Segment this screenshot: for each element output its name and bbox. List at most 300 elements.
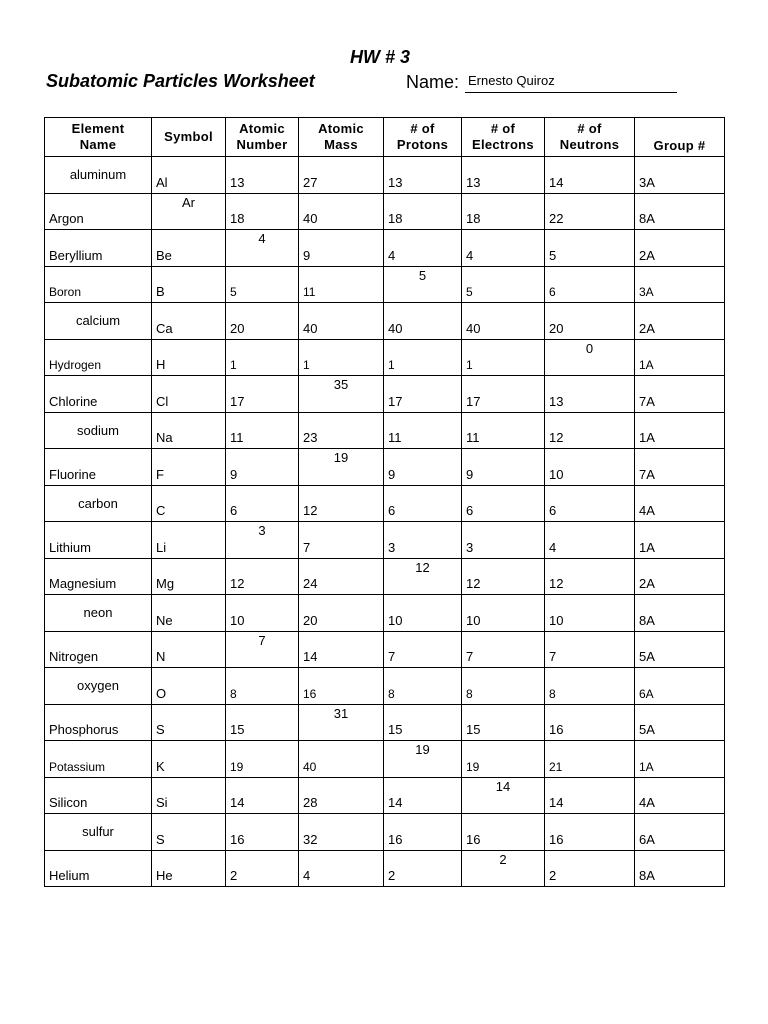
table-cell[interactable]: [299, 157, 384, 194]
cell-value: 6: [466, 503, 474, 518]
table-cell[interactable]: [152, 631, 226, 668]
cell-value: Na: [156, 430, 173, 445]
cell-value: 19: [466, 759, 480, 774]
table-cell[interactable]: [384, 777, 462, 814]
cell-value: H: [156, 357, 166, 372]
table-cell[interactable]: [45, 266, 152, 303]
table-cell[interactable]: [462, 741, 545, 778]
table-cell[interactable]: [462, 668, 545, 705]
table-cell[interactable]: [226, 522, 299, 559]
table-cell[interactable]: [299, 485, 384, 522]
table-cell[interactable]: [152, 230, 226, 267]
cell-value: 40: [303, 320, 318, 336]
cell-value: sulfur: [82, 824, 114, 839]
cell-value: 2: [549, 868, 557, 883]
table-cell[interactable]: [299, 814, 384, 851]
cell-value: Fluorine: [49, 466, 96, 482]
table-row: [45, 741, 725, 778]
table-cell[interactable]: [545, 668, 635, 705]
cell-value: 18: [466, 211, 481, 226]
cell-value: Magnesium: [49, 576, 117, 591]
cell-value: 5: [466, 285, 473, 299]
cell-value: Cl: [156, 393, 169, 409]
table-cell[interactable]: [299, 741, 384, 778]
cell-value: S: [156, 831, 165, 847]
table-cell[interactable]: [462, 449, 545, 486]
cell-value: 4: [258, 231, 266, 246]
table-cell[interactable]: [462, 412, 545, 449]
cell-value: Ne: [156, 612, 173, 628]
table-cell[interactable]: [45, 157, 152, 194]
student-name[interactable]: Ernesto Quiroz: [468, 73, 555, 88]
cell-value: 12: [466, 576, 481, 591]
cell-value: 16: [466, 831, 481, 847]
table-cell[interactable]: [226, 230, 299, 267]
cell-value: Li: [156, 539, 167, 555]
cell-value: 0: [585, 340, 594, 356]
cell-value: 13: [230, 174, 245, 190]
table-cell[interactable]: [226, 631, 299, 668]
table-cell[interactable]: [635, 412, 725, 449]
column-header-line1: Atomic: [318, 121, 364, 136]
cell-value: 14: [230, 795, 245, 810]
table-cell[interactable]: [45, 558, 152, 595]
table-cell[interactable]: [299, 230, 384, 267]
table-cell[interactable]: [152, 522, 226, 559]
table-cell[interactable]: [226, 741, 299, 778]
table-cell[interactable]: [545, 777, 635, 814]
cell-value: 9: [388, 466, 396, 482]
table-cell[interactable]: [226, 266, 299, 303]
cell-value: 11: [466, 430, 480, 445]
cell-value: Phosphorus: [49, 722, 119, 737]
cell-value: 8: [388, 686, 395, 701]
table-cell[interactable]: [462, 303, 545, 340]
table-cell[interactable]: [299, 522, 384, 559]
table-cell[interactable]: [226, 303, 299, 340]
cell-value: 8: [230, 686, 237, 701]
table-cell[interactable]: [384, 266, 462, 303]
cell-value: Beryllium: [49, 247, 103, 263]
table-cell[interactable]: [635, 631, 725, 668]
cell-value: 10: [388, 612, 403, 628]
cell-value: 17: [466, 393, 481, 409]
table-cell[interactable]: [226, 558, 299, 595]
cell-value: 15: [230, 722, 245, 737]
cell-value: 19: [230, 759, 244, 774]
table-cell[interactable]: [635, 230, 725, 267]
table-cell[interactable]: [152, 449, 226, 486]
cell-value: 3A: [639, 174, 655, 190]
table-cell[interactable]: [462, 814, 545, 851]
table-cell[interactable]: [226, 339, 299, 376]
column-header: [384, 118, 462, 157]
table-row: [45, 558, 725, 595]
table-cell[interactable]: [226, 704, 299, 741]
cell-value: 10: [549, 612, 564, 628]
cell-value: B: [156, 284, 165, 299]
table-cell[interactable]: [152, 595, 226, 632]
column-header-line1: # of: [490, 121, 516, 136]
table-cell[interactable]: [635, 376, 725, 413]
table-cell[interactable]: [545, 449, 635, 486]
table-row: [45, 814, 725, 851]
table-cell[interactable]: [462, 193, 545, 230]
cell-value: O: [156, 685, 167, 701]
column-header-line2: Number: [236, 137, 288, 152]
worksheet-title: Subatomic Particles Worksheet: [46, 71, 315, 91]
table-cell[interactable]: [299, 376, 384, 413]
table-cell[interactable]: [635, 522, 725, 559]
table-cell[interactable]: [635, 741, 725, 778]
table-cell[interactable]: [299, 193, 384, 230]
table-cell[interactable]: [45, 704, 152, 741]
table-cell[interactable]: [299, 704, 384, 741]
table-cell[interactable]: [384, 193, 462, 230]
table-row: [45, 193, 725, 230]
table-cell[interactable]: [384, 412, 462, 449]
table-cell[interactable]: [152, 339, 226, 376]
table-cell[interactable]: [226, 777, 299, 814]
cell-value: 20: [549, 320, 564, 336]
table-cell[interactable]: [152, 485, 226, 522]
table-cell[interactable]: [384, 339, 462, 376]
table-row: [45, 157, 725, 194]
table-cell[interactable]: [635, 193, 725, 230]
table-cell[interactable]: [462, 631, 545, 668]
cell-value: 7: [466, 649, 474, 664]
table-cell[interactable]: [635, 157, 725, 194]
table-cell[interactable]: [462, 157, 545, 194]
cell-value: 9: [230, 466, 238, 482]
cell-value: neon: [83, 605, 113, 620]
cell-value: 3: [258, 523, 266, 538]
table-cell[interactable]: [462, 376, 545, 413]
table-cell[interactable]: [384, 814, 462, 851]
table-cell[interactable]: [384, 485, 462, 522]
table-cell[interactable]: [299, 558, 384, 595]
cell-value: 1A: [639, 759, 654, 774]
table-cell[interactable]: [226, 595, 299, 632]
column-header-line2: Group #: [653, 138, 706, 153]
cell-value: 13: [388, 174, 403, 190]
table-cell[interactable]: [635, 485, 725, 522]
cell-value: 8A: [639, 612, 655, 628]
table-cell[interactable]: [384, 850, 462, 887]
table-cell[interactable]: [384, 595, 462, 632]
table-cell[interactable]: [384, 558, 462, 595]
table-cell[interactable]: [299, 339, 384, 376]
table-cell[interactable]: [299, 449, 384, 486]
cell-value: 40: [388, 320, 403, 336]
table-cell[interactable]: [635, 814, 725, 851]
cell-value: 13: [549, 393, 564, 409]
cell-value: aluminum: [69, 167, 127, 182]
cell-value: 12: [415, 559, 430, 575]
cell-value: Argon: [49, 211, 84, 226]
cell-value: calcium: [75, 313, 121, 328]
column-header: [299, 118, 384, 157]
table-cell[interactable]: [299, 668, 384, 705]
table-cell[interactable]: [545, 303, 635, 340]
table-cell[interactable]: [384, 449, 462, 486]
table-cell[interactable]: [299, 631, 384, 668]
table-row: [45, 230, 725, 267]
table-cell[interactable]: [299, 303, 384, 340]
column-header-line2: Neutrons: [559, 137, 620, 152]
table-cell[interactable]: [635, 266, 725, 303]
table-cell[interactable]: [545, 850, 635, 887]
table-cell[interactable]: [545, 412, 635, 449]
table-cell[interactable]: [545, 230, 635, 267]
cell-value: 2A: [639, 247, 655, 263]
cell-value: 4A: [639, 503, 655, 518]
cell-value: 1A: [639, 358, 654, 372]
cell-value: 15: [388, 722, 403, 737]
cell-value: F: [156, 466, 164, 482]
table-cell[interactable]: [45, 193, 152, 230]
cell-value: carbon: [78, 495, 118, 511]
table-header-row: [45, 118, 725, 157]
table-cell[interactable]: [45, 485, 152, 522]
cell-value: 6A: [639, 686, 654, 701]
table-cell[interactable]: [226, 668, 299, 705]
table-cell[interactable]: [462, 230, 545, 267]
name-underline: [465, 92, 677, 93]
table-cell[interactable]: [45, 814, 152, 851]
cell-value: 6: [549, 503, 557, 518]
table-cell[interactable]: [545, 595, 635, 632]
cell-value: 9: [466, 466, 474, 482]
table-cell[interactable]: [384, 631, 462, 668]
column-header-line1: # of: [577, 121, 602, 136]
table-cell[interactable]: [384, 704, 462, 741]
cell-value: 2A: [639, 576, 655, 591]
cell-value: 2: [388, 868, 396, 883]
table-row: [45, 704, 725, 741]
cell-value: 3: [388, 539, 396, 555]
table-cell[interactable]: [45, 449, 152, 486]
table-row: [45, 303, 725, 340]
table-cell[interactable]: [384, 376, 462, 413]
cell-value: 12: [230, 576, 245, 591]
table-cell[interactable]: [45, 412, 152, 449]
cell-value: 1A: [639, 430, 655, 445]
cell-value: 12: [303, 503, 318, 518]
cell-value: 13: [466, 174, 481, 190]
cell-value: 24: [303, 576, 318, 591]
cell-value: He: [156, 868, 173, 883]
column-header: [45, 118, 152, 157]
cell-value: 8: [549, 686, 556, 701]
table-cell[interactable]: [152, 741, 226, 778]
table-cell[interactable]: [635, 558, 725, 595]
table-cell[interactable]: [545, 266, 635, 303]
table-cell[interactable]: [462, 595, 545, 632]
table-cell[interactable]: [462, 558, 545, 595]
table-cell[interactable]: [462, 485, 545, 522]
table-cell[interactable]: [45, 522, 152, 559]
table-cell[interactable]: [384, 230, 462, 267]
cell-value: Silicon: [49, 795, 88, 810]
cell-value: 3A: [639, 285, 654, 299]
cell-value: Potassium: [49, 759, 106, 774]
table-cell[interactable]: [545, 485, 635, 522]
table-cell[interactable]: [152, 193, 226, 230]
table-cell[interactable]: [226, 449, 299, 486]
cell-value: Boron: [49, 285, 82, 299]
table-cell[interactable]: [45, 668, 152, 705]
table-cell[interactable]: [152, 668, 226, 705]
table-row: [45, 412, 725, 449]
table-cell[interactable]: [226, 814, 299, 851]
table-cell[interactable]: [152, 303, 226, 340]
table-cell[interactable]: [152, 412, 226, 449]
cell-value: 32: [303, 831, 318, 847]
table-cell[interactable]: [635, 449, 725, 486]
table-cell[interactable]: [226, 412, 299, 449]
cell-value: Lithium: [49, 539, 91, 555]
cell-value: 6: [549, 285, 556, 299]
cell-value: Mg: [156, 576, 175, 591]
table-cell[interactable]: [299, 412, 384, 449]
hw-title: HW # 3: [350, 47, 411, 67]
column-header-line2: Name: [79, 137, 117, 152]
table-cell[interactable]: [462, 339, 545, 376]
table-cell[interactable]: [635, 303, 725, 340]
table-cell[interactable]: [299, 850, 384, 887]
cell-value: 18: [388, 211, 403, 226]
cell-value: 16: [303, 686, 317, 701]
table-cell[interactable]: [226, 485, 299, 522]
column-header: [635, 118, 725, 157]
table-cell[interactable]: [545, 376, 635, 413]
table-cell[interactable]: [384, 522, 462, 559]
cell-value: 6A: [639, 831, 655, 847]
cell-value: 11: [388, 430, 402, 445]
table-cell[interactable]: [384, 303, 462, 340]
cell-value: 23: [303, 430, 318, 445]
table-cell[interactable]: [462, 777, 545, 814]
table-cell[interactable]: [635, 850, 725, 887]
cell-value: 4A: [639, 795, 655, 810]
cell-value: 21: [549, 759, 563, 774]
table-cell[interactable]: [545, 741, 635, 778]
table-cell[interactable]: [299, 777, 384, 814]
cell-value: 4: [388, 247, 396, 263]
cell-value: 8A: [639, 211, 655, 226]
table-cell[interactable]: [152, 266, 226, 303]
table-cell[interactable]: [152, 704, 226, 741]
table-cell[interactable]: [462, 522, 545, 559]
cell-value: 11: [303, 285, 316, 299]
table-cell[interactable]: [45, 595, 152, 632]
table-cell[interactable]: [152, 376, 226, 413]
table-row: [45, 668, 725, 705]
name-label: Name:: [406, 72, 460, 92]
table-cell[interactable]: [635, 704, 725, 741]
table-cell[interactable]: [45, 850, 152, 887]
table-cell[interactable]: [384, 741, 462, 778]
cell-value: 22: [549, 211, 564, 226]
cell-value: 9: [303, 247, 311, 263]
table-cell[interactable]: [384, 157, 462, 194]
table-row: [45, 485, 725, 522]
table-cell[interactable]: [152, 814, 226, 851]
table-cell[interactable]: [152, 157, 226, 194]
table-cell[interactable]: [545, 339, 635, 376]
table-cell[interactable]: [152, 777, 226, 814]
table-cell[interactable]: [545, 814, 635, 851]
table-cell[interactable]: [545, 193, 635, 230]
cell-value: 40: [303, 759, 317, 774]
table-cell[interactable]: [635, 339, 725, 376]
table-cell[interactable]: [45, 230, 152, 267]
table-cell[interactable]: [635, 595, 725, 632]
table-cell[interactable]: [226, 193, 299, 230]
cell-value: sodium: [77, 422, 119, 438]
table-cell[interactable]: [45, 777, 152, 814]
table-cell[interactable]: [635, 777, 725, 814]
table-cell[interactable]: [152, 558, 226, 595]
cell-value: 10: [549, 466, 564, 482]
table-cell[interactable]: [462, 850, 545, 887]
table-cell[interactable]: [299, 266, 384, 303]
table-cell[interactable]: [545, 157, 635, 194]
table-cell[interactable]: [45, 376, 152, 413]
table-cell[interactable]: [45, 339, 152, 376]
column-header-line2: Mass: [324, 137, 358, 152]
table-cell[interactable]: [299, 595, 384, 632]
table-row: [45, 339, 725, 376]
cell-value: 35: [333, 377, 349, 392]
table-cell[interactable]: [384, 668, 462, 705]
table-cell[interactable]: [226, 157, 299, 194]
table-cell[interactable]: [545, 522, 635, 559]
table-row: [45, 631, 725, 668]
table-cell[interactable]: [545, 558, 635, 595]
table-row: [45, 595, 725, 632]
cell-value: 4: [303, 868, 311, 883]
cell-value: 28: [303, 795, 318, 810]
table-cell[interactable]: [226, 376, 299, 413]
cell-value: 8A: [639, 868, 655, 883]
table-cell[interactable]: [545, 631, 635, 668]
cell-value: 12: [549, 576, 564, 591]
table-cell[interactable]: [226, 850, 299, 887]
cell-value: 7A: [639, 393, 655, 409]
cell-value: 11: [230, 430, 244, 445]
table-cell[interactable]: [545, 704, 635, 741]
table-cell[interactable]: [152, 850, 226, 887]
table-cell[interactable]: [462, 704, 545, 741]
cell-value: 8: [466, 686, 473, 701]
table-cell[interactable]: [45, 303, 152, 340]
table-cell[interactable]: [462, 266, 545, 303]
cell-value: 7: [388, 649, 396, 664]
cell-value: 5A: [639, 649, 655, 664]
table-cell[interactable]: [45, 741, 152, 778]
cell-value: 1: [303, 358, 310, 372]
cell-value: 27: [303, 174, 318, 190]
cell-value: 18: [230, 211, 245, 226]
table-cell[interactable]: [635, 668, 725, 705]
cell-value: 2A: [639, 320, 655, 336]
cell-value: Helium: [49, 868, 90, 883]
table-cell[interactable]: [45, 631, 152, 668]
column-header-line2: Protons: [396, 137, 449, 152]
column-header-line1: Symbol: [164, 129, 213, 144]
